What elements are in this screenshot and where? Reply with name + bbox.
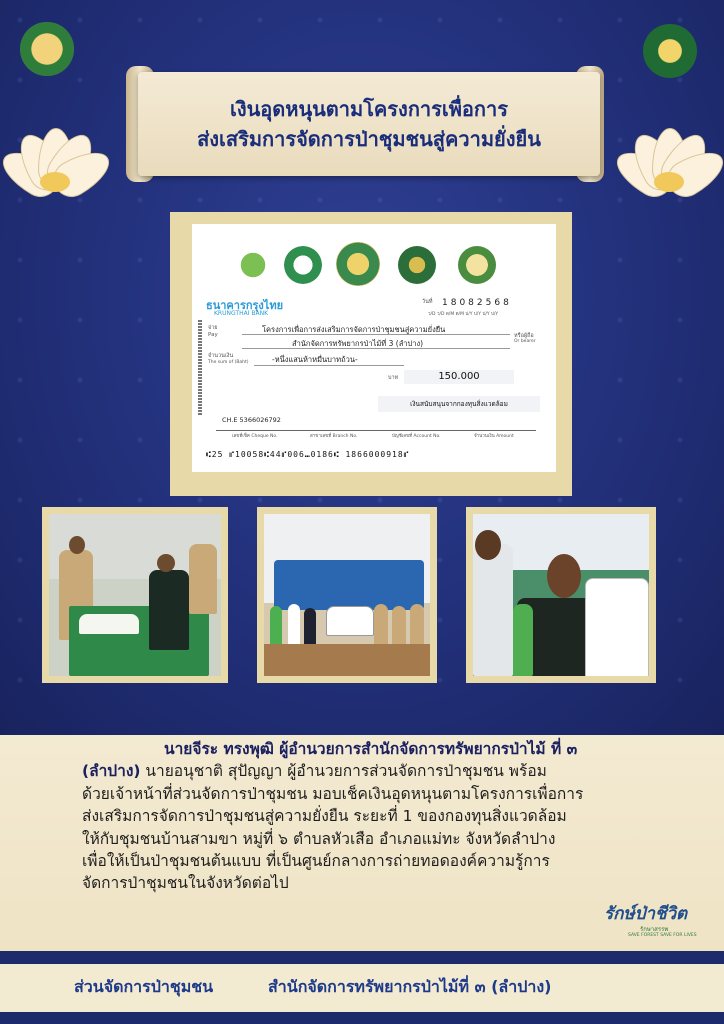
field-label-cheque-no: เลขที่เช็ค Cheque No. (232, 434, 278, 439)
cheque-handover-photo (473, 514, 649, 676)
date-format: ว/D ว/D ด/M ด/M ป/Y ป/Y ป/Y ป/Y (428, 312, 499, 317)
page-title-line-2: ส่งเสริมการจัดการป่าชุมชนสู่ความยั่งยืน (197, 127, 541, 151)
title-scroll (138, 72, 600, 176)
security-stripes (198, 320, 202, 416)
cheque-image (192, 224, 556, 472)
cheque-purpose: เงินสนับสนุนจากกองทุนสิ่งแวดล้อม (378, 396, 540, 412)
or-bearer-label: หรือผู้ถือ (514, 333, 534, 339)
date-label: วันที่ (422, 299, 433, 305)
mountain-logo-icon (284, 246, 322, 284)
baht-label: บาท (388, 375, 399, 381)
description-line: เพื่อให้เป็นป่าชุมชนต้นแบบ ที่เป็นศูนย์กลางการถ่ายทอดองค์ความรู้การ (82, 852, 550, 871)
ministry-logo-icon (336, 242, 380, 286)
field-label-amount: จำนวนเงิน Amount (474, 434, 514, 439)
brand-title: รักษ์ป่าชีวิต (604, 904, 688, 924)
description-text (82, 738, 662, 895)
description-line: ส่งเสริมการจัดการป่าชุมชนสู่ความยั่งยืน ระยะที่ 1 ของกองทุนสิ่งแวดล้อม (82, 807, 567, 826)
bank-name-en: KRUNGTHAI BANK (214, 310, 269, 317)
sum-label-en: The sum of (Baht) (208, 360, 249, 365)
environment-fund-logo-icon (458, 246, 496, 284)
lotus-flower-icon (614, 122, 724, 232)
forest-department-emblem-icon (643, 24, 697, 78)
field-label-branch-no: สาขาเลขที่ Branch No. (310, 434, 358, 439)
cheque-date: 18082568 (442, 298, 512, 308)
description-line: จัดการป่าชุมชนในจังหวัดต่อไป (82, 874, 289, 893)
cheque-reference: CH.E 5366026792 (222, 416, 281, 424)
or-bearer-label-en: Or bearer (514, 339, 536, 344)
payee-line-1: โครงการเพื่อการส่งเสริมการจัดการป่าชุมชนสู่ความยั่งยืน (262, 325, 446, 334)
brand-subtitle: รักษาสรรพ (640, 926, 669, 933)
field-label-account-no: บัญชีเลขที่ Account No. (392, 434, 441, 439)
bank-name: ธนาคารกรุงไทย (206, 299, 284, 312)
description-line: ด้วยเจ้าหน้าที่ส่วนจัดการป่าชุมชน มอบเช็คเงินอุดหนุนตามโครงการเพื่อการ (82, 784, 584, 803)
sum-label: จำนวนเงิน (208, 353, 234, 359)
description-line: (ลำปาง) นายอนุชาติ สุปัญญา ผู้อำนวยการส่วนจัดการป่าชุมชน พร้อม (82, 762, 547, 781)
description-line: นายจีระ ทรงพุฒิ ผู้อำนวยการสำนักจัดการทรัพยากรป่าไม้ ที่ ๓ (164, 740, 578, 758)
footer-division-name: ส่วนจัดการป่าชุมชน (74, 977, 214, 996)
pay-label-en: Pay (208, 332, 218, 338)
brand-tagline: SAVE FOREST SAVE FOR LIVES (628, 933, 697, 938)
amount-in-words: -หนึ่งแสนห้าหมื่นบาทถ้วน- (272, 355, 358, 364)
save-forest-logo (604, 900, 714, 944)
pay-label: จ่าย (208, 325, 218, 331)
description-line: ให้กับชุมชนบ้านสามขา หมู่ที่ ๖ ตำบลหัวเสือ อำเภอแม่ทะ จังหวัดลำปาง (82, 829, 556, 848)
forest-seal-logo-icon (398, 246, 436, 284)
tree-logo-icon (234, 246, 272, 284)
cheque-amount: 150.000 (404, 370, 514, 384)
micr-line: ⑆25 ⑈10058⑆44⑈006⑉0186⑆ 1866000918⑈ (206, 450, 410, 459)
footer-office-name: สำนักจัดการทรัพยากรป่าไม้ที่ ๓ (ลำปาง) (268, 977, 552, 996)
signing-ceremony-photo (49, 514, 221, 676)
group-photo-with-cheque (264, 514, 430, 676)
page-title-line-1: เงินอุดหนุนตามโครงการเพื่อการ (229, 97, 509, 121)
lotus-flower-icon (0, 122, 110, 232)
ministry-emblem-icon (20, 22, 74, 76)
payee-line-2: สำนักจัดการทรัพยากรป่าไม้ที่ 3 (ลำปาง) (292, 339, 424, 348)
